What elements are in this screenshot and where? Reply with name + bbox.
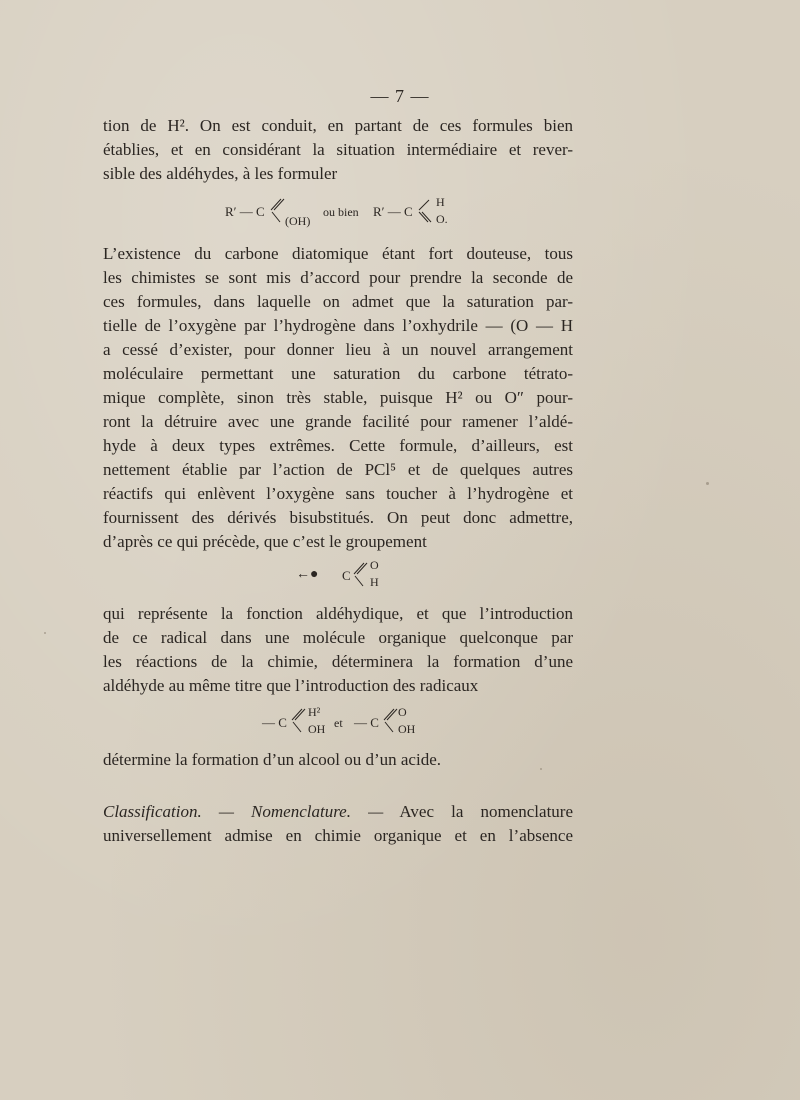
formula-text: H² [308,705,321,719]
text-line: ces formules, dans laquelle on admet que la saturation par- [103,292,573,311]
page-number: — 7 — [370,86,430,106]
bond-mark [417,196,433,226]
text-line: établies, et en considérant la situation intermédiaire et rever- [103,140,573,159]
paper-speck [540,768,542,770]
section-line [103,802,573,822]
formula-text: C [342,568,351,583]
double-bond-mark [290,706,306,736]
formula-text: OH [398,722,416,736]
text-line: ront la détruire avec une grande facilité pour ramener l’aldé- [103,412,573,431]
formula-aldehyde-group [296,560,396,594]
text-line: d’après ce qui précède, que c’est le groupement [103,532,427,551]
section-heading: Classification. — Nomenclature. — [103,802,384,821]
paper-speck [44,632,46,634]
text-line: les réactions de la chimie, déterminera la formation d’une [103,652,573,671]
formula-alcohol-acid-radicals [262,706,442,740]
formula-text: (OH) [285,214,311,228]
formula-text: H [436,195,445,209]
formula-text: — C [354,715,379,730]
text-line: les chimistes se sont mis d’accord pour prendre la seconde de [103,268,573,287]
text-line: détermine la formation d’un alcool ou d’un acide. [103,750,441,769]
formula-text: O [370,558,379,572]
double-bond-mark [382,706,398,736]
formula-text: R′ — C [225,204,265,219]
formula-connector: ou bien [323,205,359,219]
text-line: de ce radical dans une molécule organique quelconque par [103,628,573,647]
double-bond-mark [352,560,368,590]
formula-text: OH [308,722,326,736]
text-line: sible des aldéhydes, à les formuler [103,164,338,183]
text-line: moléculaire permettant une saturation du carbone tétrato- [103,364,573,383]
text-line: fournissent des dérivés bisubstitués. On peut donc admettre, [103,508,573,527]
text-line: L’existence du carbone diatomique étant fort douteuse, tous [103,244,573,263]
text-span: Avec la nomenclature [383,802,574,821]
text-line: aldéhyde au même titre que l’introduction des radicaux [103,676,479,695]
formula-text: O [398,705,407,719]
text-line: hyde à deux types extrêmes. Cette formule, d’ailleurs, est [103,436,573,455]
formula-connector: et [334,716,343,730]
text-line: universellement admise en chimie organique et en l’absence [103,826,573,845]
text-line: réactifs qui enlèvent l’oxygène sans toucher à l’hydrogène et [103,484,573,503]
formula-aldehyde-forms [225,196,465,230]
text-line: nettement établie par l’action de PCl⁵ et de quelques autres [103,460,573,479]
double-bond-mark [269,196,285,226]
formula-text: O. [436,212,448,226]
text-line: a cessé d’exister, pour donner lieu à un nouvel arrangement [103,340,573,359]
formula-text: — C [262,715,287,730]
text-line: mique complète, sinon très stable, puisque H² ou O″ pour- [103,388,573,407]
text-line: qui représente la fonction aldéhydique, et que l’introduction [103,604,573,623]
formula-text: H [370,575,379,589]
arrow-icon: ←● [296,567,319,582]
formula-text: R′ — C [373,204,413,219]
text-line: tielle de l’oxygène par l’hydrogène dans l’oxhydrile — (O — H [103,316,573,335]
paper-speck [706,482,709,485]
text-line: tion de H². On est conduit, en partant de ces formules bien [103,116,573,135]
